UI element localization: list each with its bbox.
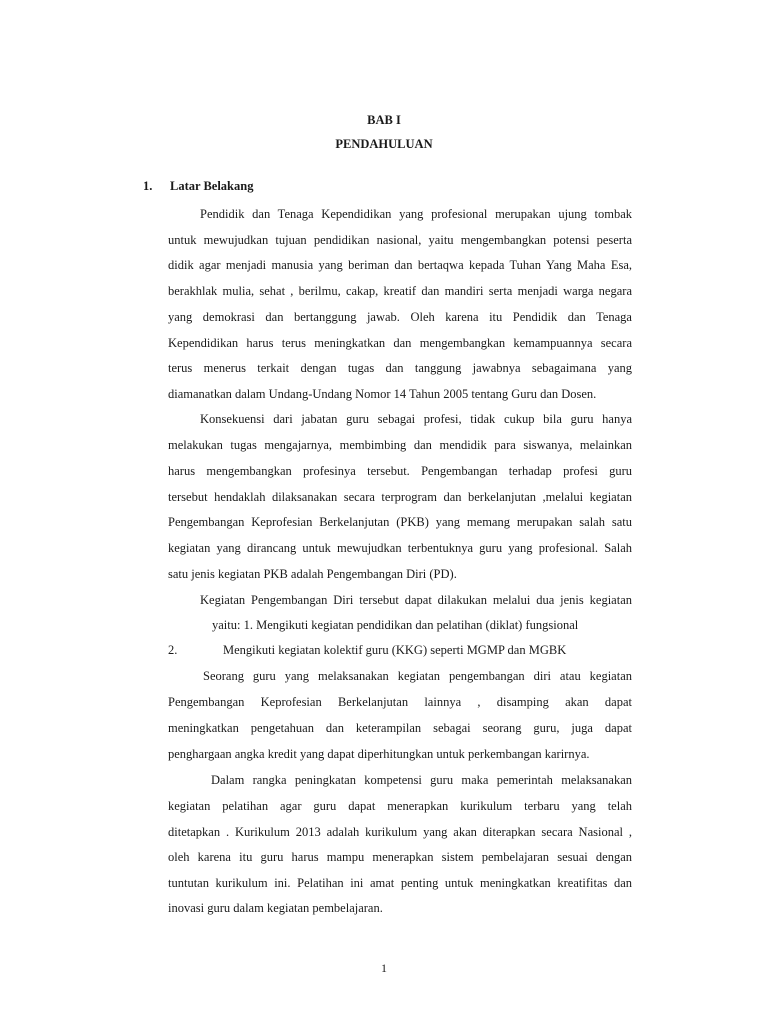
paragraph-line: kegiatan yang dirancang untuk mewujudkan terbentuknya guru yang profesional. Salah xyxy=(168,541,632,555)
paragraph-line: Konsekuensi dari jabatan guru sebagai profesi, tidak cukup bila guru hanya xyxy=(200,412,632,426)
paragraph-line: oleh karena itu guru harus mampu menerapkan sistem pembelajaran sesuai dengan xyxy=(168,850,632,864)
page-number: 1 xyxy=(381,961,387,975)
paragraph-line: Pengembangan Keprofesian Berkelanjutan lainnya , disamping akan dapat xyxy=(168,695,632,709)
chapter-number: BAB I xyxy=(367,113,401,127)
paragraph-line: tuntutan kurikulum ini. Pelatihan ini amat penting untuk meningkatkan kreatifitas dan xyxy=(168,876,632,890)
section-title: Latar Belakang xyxy=(170,179,254,193)
section-number: 1. xyxy=(143,179,153,193)
paragraph-line: meningkatkan pengetahuan dan keterampilan sebagai seorang guru, juga dapat xyxy=(168,721,632,735)
list-item-1: yaitu: 1. Mengikuti kegiatan pendidikan dan pelatihan (diklat) fungsional xyxy=(212,618,579,632)
paragraph-line: Dalam rangka peningkatan kompetensi guru maka pemerintah melaksanakan xyxy=(211,773,632,787)
paragraph-line: untuk mewujudkan tujuan pendidikan nasional, yaitu mengembangkan potensi peserta xyxy=(168,233,632,247)
paragraph-line: tersebut hendaklah dilaksanakan secara terprogram dan berkelanjutan ,melalui kegiatan xyxy=(168,490,632,504)
paragraph-line: Pendidik dan Tenaga Kependidikan yang profesional merupakan ujung tombak xyxy=(200,207,632,221)
paragraph-line: diamanatkan dalam Undang-Undang Nomor 14 Tahun 2005 tentang Guru dan Dosen. xyxy=(168,387,597,401)
paragraph-line: terus menerus terkait dengan tugas dan tanggung jawabnya sebagaimana yang xyxy=(168,361,632,375)
paragraph-line: harus mengembangkan profesinya tersebut. Pengembangan terhadap profesi guru xyxy=(168,464,632,478)
paragraph-line: Pengembangan Keprofesian Berkelanjutan (PKB) yang memang merupakan salah satu xyxy=(168,515,632,529)
paragraph-line: inovasi guru dalam kegiatan pembelajaran. xyxy=(168,901,383,915)
paragraph-line: melakukan tugas mengajarnya, membimbing dan mendidik para siswanya, melainkan xyxy=(168,438,632,452)
chapter-title: PENDAHULUAN xyxy=(335,137,433,151)
paragraph-line: ditetapkan . Kurikulum 2013 adalah kurikulum yang akan diterapkan secara Nasional , xyxy=(168,825,632,839)
list-number: 2. xyxy=(168,643,178,657)
paragraph-line: didik agar menjadi manusia yang beriman dan bertaqwa kepada Tuhan Yang Maha Esa, xyxy=(168,258,632,272)
paragraph-line: Kependidikan harus terus meningkatkan dan mengembangkan kemampuannya secara xyxy=(168,336,632,350)
paragraph-line: Seorang guru yang melaksanakan kegiatan pengembangan diri atau kegiatan xyxy=(203,669,632,683)
list-text: Mengikuti kegiatan kolektif guru (KKG) seperti MGMP dan MGBK xyxy=(223,643,567,657)
paragraph-line: kegiatan pelatihan agar guru dapat menerapkan kurikulum terbaru yang telah xyxy=(168,799,632,813)
paragraph-line: yang demokrasi dan bertanggung jawab. Oleh karena itu Pendidik dan Tenaga xyxy=(168,310,632,324)
paragraph-line: penghargaan angka kredit yang dapat diperhitungkan untuk perkembangan karirnya. xyxy=(168,747,590,761)
paragraph-line: satu jenis kegiatan PKB adalah Pengembangan Diri (PD). xyxy=(168,567,457,581)
paragraph-line: berakhlak mulia, sehat , berilmu, cakap, kreatif dan mandiri serta menjadi warga negara xyxy=(168,284,632,298)
paragraph-line: Kegiatan Pengembangan Diri tersebut dapat dilakukan melalui dua jenis kegiatan xyxy=(200,593,632,607)
